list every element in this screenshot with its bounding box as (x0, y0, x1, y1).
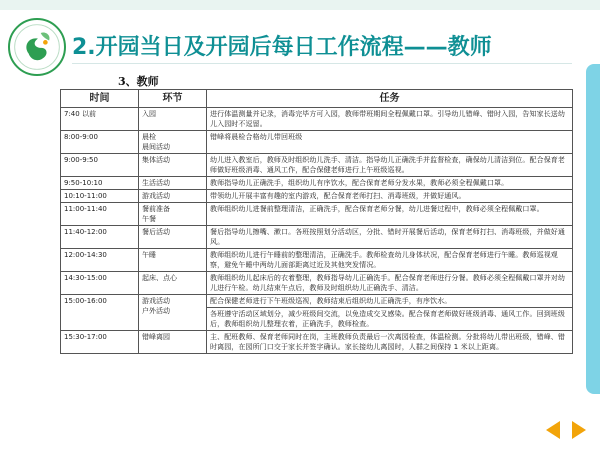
cell-task: 配合保健老师进行下午班级巡视，教师结束后组织幼儿正确洗手，有序饮水。 (207, 295, 573, 308)
cell-time: 14:30-15:00 (61, 272, 139, 295)
cell-segment: 起床、点心 (139, 272, 207, 295)
header-segment: 环节 (139, 90, 207, 108)
cell-segment: 错峰离园 (139, 331, 207, 354)
cell-segment: 午睡 (139, 249, 207, 272)
cell-task: 教师指导幼儿正确洗手，组织幼儿有序饮水，配合保育老师分发水果，教师必须全程佩戴口罩。 (207, 177, 573, 190)
table-row (61, 249, 573, 272)
cell-time: 8:00-9:00 (61, 131, 139, 154)
cell-task: 错峰将晨检合格幼儿带回班级 (207, 131, 573, 154)
cell-time: 15:30-17:00 (61, 331, 139, 354)
table-row (61, 331, 573, 354)
cell-time: 7:40 以前 (61, 108, 139, 131)
title-divider (72, 63, 572, 64)
right-edge-decor (586, 64, 600, 394)
cell-task: 主、配班教师、保育老师同时在岗，主班教师负责最后一次离园检查，体温检测。分批将幼儿带出班级，错峰、错时离园，在园所门口交于家长并签字确认。家长接幼儿离园时，人群之间保持 1 米以上距离。 (207, 331, 573, 354)
table-row (61, 203, 573, 226)
table-row (61, 190, 573, 203)
cell-task: 带领幼儿开展丰富有趣的室内游戏，配合保育老师打扫、消毒班级，并做好通风。 (207, 190, 573, 203)
cell-task: 进行体温测量并记录，消毒完毕方可入园，教师带班期间全程佩戴口罩。引导幼儿错峰、错时入园，告知家长送幼儿入园时不逗留。 (207, 108, 573, 131)
slide-title: 2.开园当日及开园后每日工作流程——教师 (72, 35, 492, 60)
cell-segment: 晨检 晨间活动 (139, 131, 207, 154)
table-row (61, 226, 573, 249)
cell-time: 9:50-10:10 (61, 177, 139, 190)
cell-time: 15:00-16:00 (61, 295, 139, 331)
cell-time: 12:00-14:30 (61, 249, 139, 272)
cell-segment: 生活活动 (139, 177, 207, 190)
kindergarten-logo-icon (8, 18, 66, 76)
cell-segment: 餐后活动 (139, 226, 207, 249)
cell-time: 9:00-9:50 (61, 154, 139, 177)
table-row (61, 295, 573, 308)
cell-task: 各班遵守活动区域划分，减少班级间交流，以免造成交叉感染。配合保育老师做好班级消毒、通风工作。回到班级后，教师组织幼儿整理衣着，正确洗手，教师检查。 (207, 308, 573, 331)
cell-segment: 集体活动 (139, 154, 207, 177)
table-row (61, 154, 573, 177)
cell-segment: 游戏活动 户外活动 (139, 295, 207, 331)
cell-time: 10:10-11:00 (61, 190, 139, 203)
cell-task: 教师组织幼儿起床后的衣着整理，教师指导幼儿正确洗手。配合保育老师进行分餐。教师必须全程佩戴口罩并对幼儿进行午检。幼儿结束午点后，教师及时组织幼儿正确洗手、清洁。 (207, 272, 573, 295)
table-row (61, 131, 573, 154)
table-row (61, 177, 573, 190)
table-row (61, 108, 573, 131)
section-label: 3、教师 (118, 75, 159, 88)
table-header-row (61, 90, 573, 108)
header-time: 时间 (61, 90, 139, 108)
table-row (61, 272, 573, 295)
cell-task: 教师组织幼儿进行午睡前的整理清洁，正确洗手。教师检查幼儿身体状况，配合保育老师进行午睡。教师巡视观察，避免午睡中两幼儿面部距离过近及其他突发情况。 (207, 249, 573, 272)
teacher-schedule-table (60, 89, 573, 354)
cell-segment: 餐前准备 午餐 (139, 203, 207, 226)
cell-segment: 游戏活动 (139, 190, 207, 203)
next-slide-icon[interactable] (572, 421, 586, 439)
previous-slide-icon[interactable] (546, 421, 560, 439)
top-decor-bar (0, 0, 600, 10)
cell-time: 11:00-11:40 (61, 203, 139, 226)
cell-task: 教师组织幼儿进餐前整理清洁，正确洗手，配合保育老师分餐，幼儿进餐过程中，教师必须全程佩戴口罩。 (207, 203, 573, 226)
cell-segment: 入园 (139, 108, 207, 131)
header-task: 任务 (207, 90, 573, 108)
cell-time: 11:40-12:00 (61, 226, 139, 249)
cell-task: 幼儿进入教室后，教师及时组织幼儿洗手、清洁。指导幼儿正确洗手并监督检查，确保幼儿清洁到位。配合保育老师做好班级消毒、通风工作，配合保健老师进行上午班级巡视。 (207, 154, 573, 177)
cell-task: 餐后指导幼儿擦嘴、漱口。各班按照划分活动区，分批、错时开展餐后活动，保育老师打扫、消毒班级，并做好通风。 (207, 226, 573, 249)
